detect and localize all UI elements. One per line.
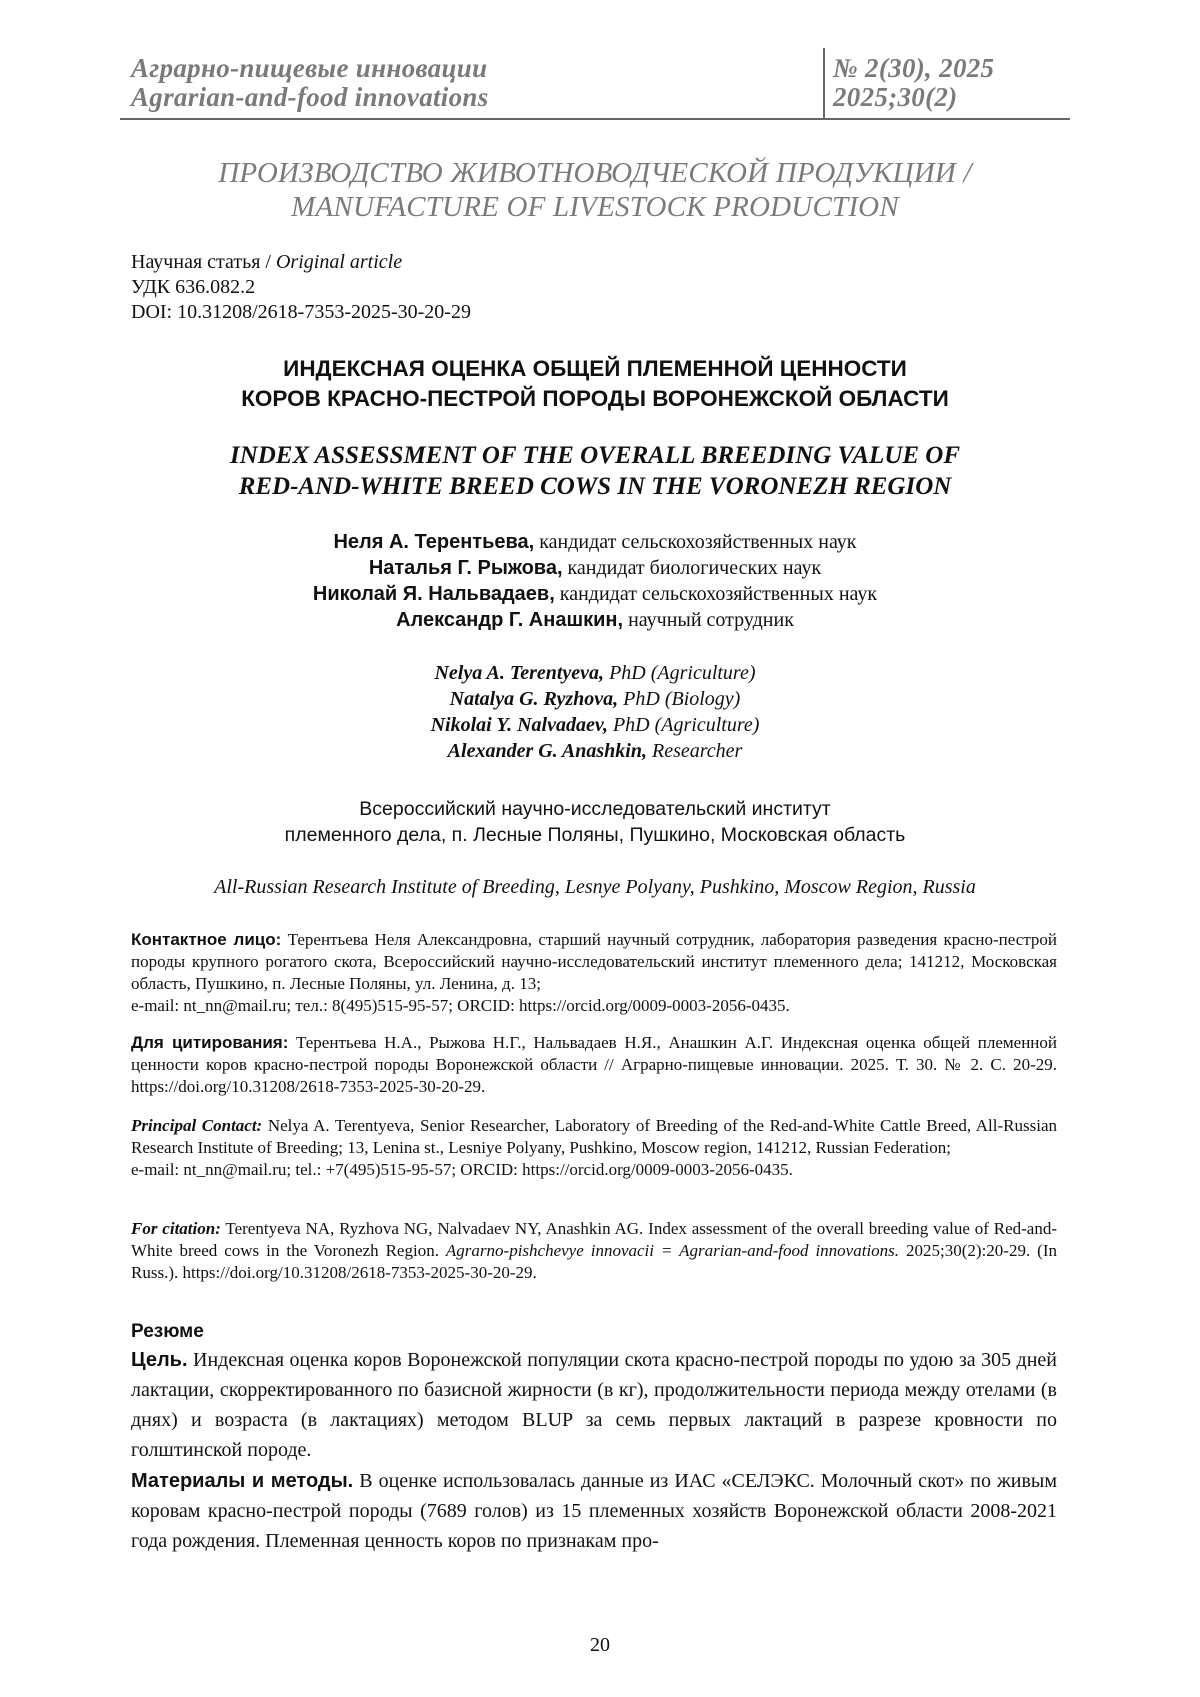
journal-page [0, 0, 1200, 1697]
author-ru [120, 529, 1070, 555]
authors-ru [120, 529, 1070, 633]
citation-en [131, 1218, 1057, 1284]
author-degree: кандидат сельскохозяйственных наук [534, 531, 856, 553]
contact-en-email: e-mail: nt_nn@mail.ru; tel.: +7(495)515-95-57; ORCID: https://orcid.org/0009-0003-2056-0435. [131, 1160, 793, 1179]
contact-en-text: Nelya A. Terentyeva, Senior Researcher, Laboratory of Breeding of the Red-and-White Cattle Breed, All-Russian Research Institute of Breeding; 13, Lenina st., Lesniye Polyany, Pushkino, Moscow region, 141212, Russian Federation; [131, 1116, 1057, 1157]
author-degree: кандидат сельскохозяйственных наук [555, 583, 877, 605]
article-type-en: Original article [276, 251, 402, 273]
summary-methods-label: Материалы и методы. [131, 1470, 353, 1492]
author-degree: PhD (Agriculture) [608, 714, 759, 736]
issue-ru: № 2(30), 2025 [833, 54, 994, 83]
author-en [120, 738, 1070, 764]
author-en [120, 686, 1070, 712]
issue-en: 2025;30(2) [833, 83, 994, 112]
article-title-en-line1: INDEX ASSESSMENT OF THE OVERALL BREEDING VALUE OF [120, 440, 1070, 471]
author-name: Николай Я. Нальвадаев, [313, 583, 555, 605]
summary-heading: Резюме [131, 1321, 204, 1343]
journal-title-en: Agrarian-and-food innovations [131, 83, 489, 112]
author-ru [120, 607, 1070, 633]
authors-en [120, 660, 1070, 764]
citation-en-label: For citation: [131, 1219, 221, 1238]
author-name: Наталья Г. Рыжова, [369, 557, 563, 579]
journal-title [131, 54, 489, 112]
header-divider-horizontal [120, 118, 1070, 120]
header-divider-vertical [823, 48, 825, 118]
author-ru [120, 581, 1070, 607]
summary-aim-label: Цель. [131, 1349, 188, 1371]
article-type [131, 250, 471, 275]
contact-en-label: Principal Contact: [131, 1116, 262, 1135]
article-title-ru-line1: ИНДЕКСНАЯ ОЦЕНКА ОБЩЕЙ ПЛЕМЕННОЙ ЦЕННОСТИ [120, 354, 1070, 384]
section-heading [120, 156, 1070, 224]
institution-ru [120, 796, 1070, 848]
citation-en-journal: Agrarno-pishchevye innovacii = Agrarian-and-food innovations. [446, 1241, 899, 1260]
author-en [120, 660, 1070, 686]
article-title-ru [120, 354, 1070, 414]
citation-en-text: Terentyeva NA, Ryzhova NG, Nalvadaev NY, Anashkin AG. Index assessment of the overall breeding value of Red-and-White breed cows in the Voronezh Region. [131, 1219, 1057, 1260]
contact-ru-label: Контактное лицо: [131, 930, 281, 949]
author-name: Natalya G. Ryzhova, [450, 688, 619, 710]
article-title-en [120, 440, 1070, 502]
institution-en: All-Russian Research Institute of Breeding, Lesnye Polyany, Pushkino, Moscow Region, Russia [120, 874, 1070, 900]
issue-info [833, 54, 994, 112]
author-name: Nelya A. Terentyeva, [434, 662, 604, 684]
institution-ru-line1: Всероссийский научно-исследовательский институт [120, 796, 1070, 822]
author-name: Alexander G. Anashkin, [448, 740, 647, 762]
article-type-ru: Научная статья / [131, 251, 276, 273]
contact-en [131, 1115, 1057, 1181]
author-name: Александр Г. Анашкин, [396, 609, 623, 631]
author-ru [120, 555, 1070, 581]
summary-aim [131, 1345, 1057, 1465]
contact-ru [131, 929, 1057, 1017]
summary-methods-text: В оценке использовалась данные из ИАС «СЕЛЭКС. Молочный скот» по живым коровам красно-пестрой породы (7689 голов) из 15 племенных хозяйств Воронежской области 2008-2021 года рождения. Племенная ценность коров по признакам про- [131, 1470, 1057, 1552]
article-title-ru-line2: КОРОВ КРАСНО-ПЕСТРОЙ ПОРОДЫ ВОРОНЕЖСКОЙ ОБЛАСТИ [120, 384, 1070, 414]
author-en [120, 712, 1070, 738]
page-number: 20 [0, 1634, 1200, 1657]
article-title-en-line2: RED-AND-WHITE BREED COWS IN THE VORONEZH REGION [120, 471, 1070, 502]
udc: УДК 636.082.2 [131, 275, 471, 300]
section-heading-line1: ПРОИЗВОДСТВО ЖИВОТНОВОДЧЕСКОЙ ПРОДУКЦИИ / [120, 156, 1070, 190]
citation-ru [131, 1032, 1057, 1098]
author-degree: PhD (Agriculture) [604, 662, 755, 684]
article-meta [131, 250, 471, 325]
section-heading-line2: MANUFACTURE OF LIVESTOCK PRODUCTION [120, 190, 1070, 224]
author-degree: Researcher [647, 740, 742, 762]
summary-methods [131, 1466, 1057, 1556]
contact-ru-email: e-mail: nt_nn@mail.ru; тел.: 8(495)515-95-57; ORCID: https://orcid.org/0009-0003-2056-0435. [131, 996, 790, 1015]
citation-ru-text: Терентьева Н.А., Рыжова Н.Г., Нальвадаев Н.Я., Анашкин А.Г. Индексная оценка общей племенной ценности коров красно-пестрой породы Воронежской области // Аграрно-пищевые инновации. 2025. Т. 30. № 2. С. 20-29. https://doi.org/10.31208/2618-7353-2025-30-20-29. [131, 1033, 1057, 1096]
author-degree: кандидат биологических наук [563, 557, 822, 579]
institution-ru-line2: племенного дела, п. Лесные Поляны, Пушкино, Московская область [120, 822, 1070, 848]
citation-ru-label: Для цитирования: [131, 1033, 288, 1052]
author-degree: научный сотрудник [623, 609, 794, 631]
summary-aim-text: Индексная оценка коров Воронежской популяции скота красно-пестрой породы по удою за 305 дней лактации, скорректированного по базисной жирности (в кг), продолжительности периода между отелами (в днях) и возраста (в лактациях) методом BLUP за семь первых лактаций в разрезе кровности по голштинской породе. [131, 1349, 1057, 1461]
doi: DOI: 10.31208/2618-7353-2025-30-20-29 [131, 300, 471, 325]
author-name: Nikolai Y. Nalvadaev, [431, 714, 608, 736]
author-name: Неля А. Терентьева, [333, 531, 534, 553]
citation-en-text-end: 2025;30(2):20-29. (In Russ.). https://doi.org/10.31208/2618-7353-2025-30-20-29. [131, 1241, 1057, 1282]
journal-title-ru: Аграрно-пищевые инновации [131, 54, 489, 83]
author-degree: PhD (Biology) [618, 688, 740, 710]
contact-ru-text: Терентьева Неля Александровна, старший научный сотрудник, лаборатория разведения красно-пестрой породы крупного рогатого скота, Всероссийский научно-исследовательский институт племенного дела; 141212, Московская область, Пушкино, п. Лесные Поляны, ул. Ленина, д. 13; [131, 930, 1057, 993]
